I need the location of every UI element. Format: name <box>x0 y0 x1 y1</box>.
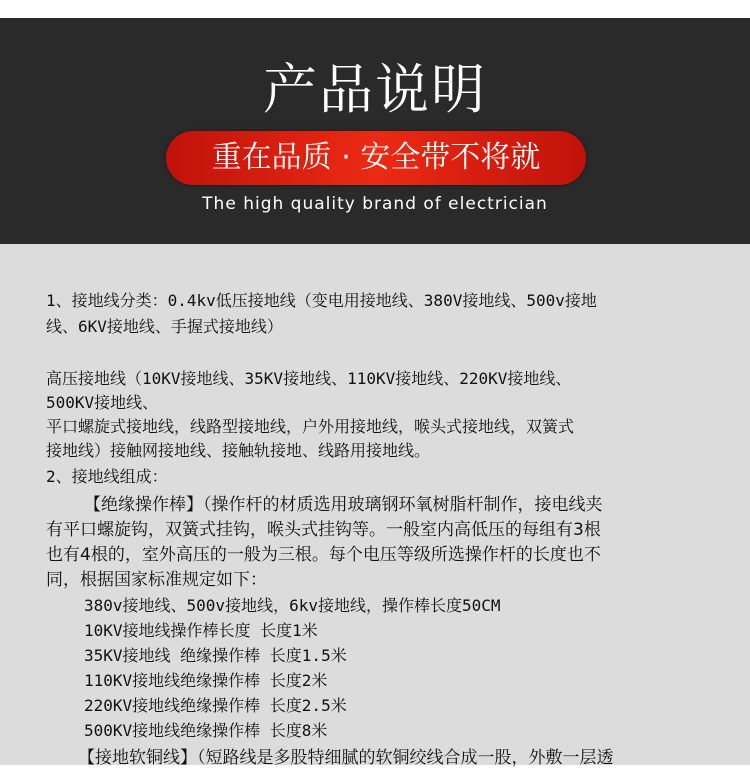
top-strip <box>0 0 750 18</box>
text-line: 2、接地线组成： <box>46 467 168 486</box>
text-line: 【接地软铜线】（短路线是多股特细腻的软铜绞线合成一股，外敷一层透 <box>78 748 614 768</box>
text-line: 110KV接地线绝缘操作棒 长度2米 <box>84 671 328 690</box>
text-line: 平口螺旋式接地线，线路型接地线，户外用接地线，喉头式接地线，双簧式 <box>46 417 575 436</box>
text-line: 高压接地线（10KV接地线、35KV接地线、110KV接地线、220KV接地线、 <box>46 369 572 388</box>
text-line: 500KV接地线、 <box>46 393 159 412</box>
text-line: 接地线）接触网接地线、接触轨接地、线路用接地线。 <box>46 441 431 460</box>
text-line: 线、6KV接地线、手握式接地线） <box>46 317 283 336</box>
text-line: 500KV接地线绝缘操作棒 长度8米 <box>84 721 328 740</box>
text-line: 1、接地线分类：0.4kv低压接地线（变电用接地线、380V接地线、500v接地 <box>46 291 597 310</box>
header-banner <box>0 18 750 244</box>
description-body <box>0 244 750 768</box>
text-line: 也有4根的，室外高压的一般为三根。每个电压等级所选操作杆的长度也不 <box>46 545 601 565</box>
text-line: 10KV接地线操作棒长度 长度1米 <box>84 621 318 640</box>
banner-subtitle: The high quality brand of electrician <box>202 194 548 214</box>
text-line: 有平口螺旋钩，双簧式挂钩，喉头式挂钩等。一般室内高低压的每组有3根 <box>46 520 601 540</box>
text-line: 同，根据国家标准规定如下： <box>46 570 267 590</box>
banner-title: 产品说明 <box>263 58 487 121</box>
text-line: 380v接地线、500v接地线，6kv接地线，操作棒长度50CM <box>84 596 501 615</box>
slogan-badge: 重在品质 · 安全带不将就 <box>166 131 586 185</box>
text-line: 【绝缘操作棒】（操作杆的材质选用玻璃钢环氧树脂杆制作，接电线夹 <box>84 495 603 515</box>
text-line: 35KV接地线 绝缘操作棒 长度1.5米 <box>84 646 347 665</box>
text-line: 220KV接地线绝缘操作棒 长度2.5米 <box>84 696 347 715</box>
